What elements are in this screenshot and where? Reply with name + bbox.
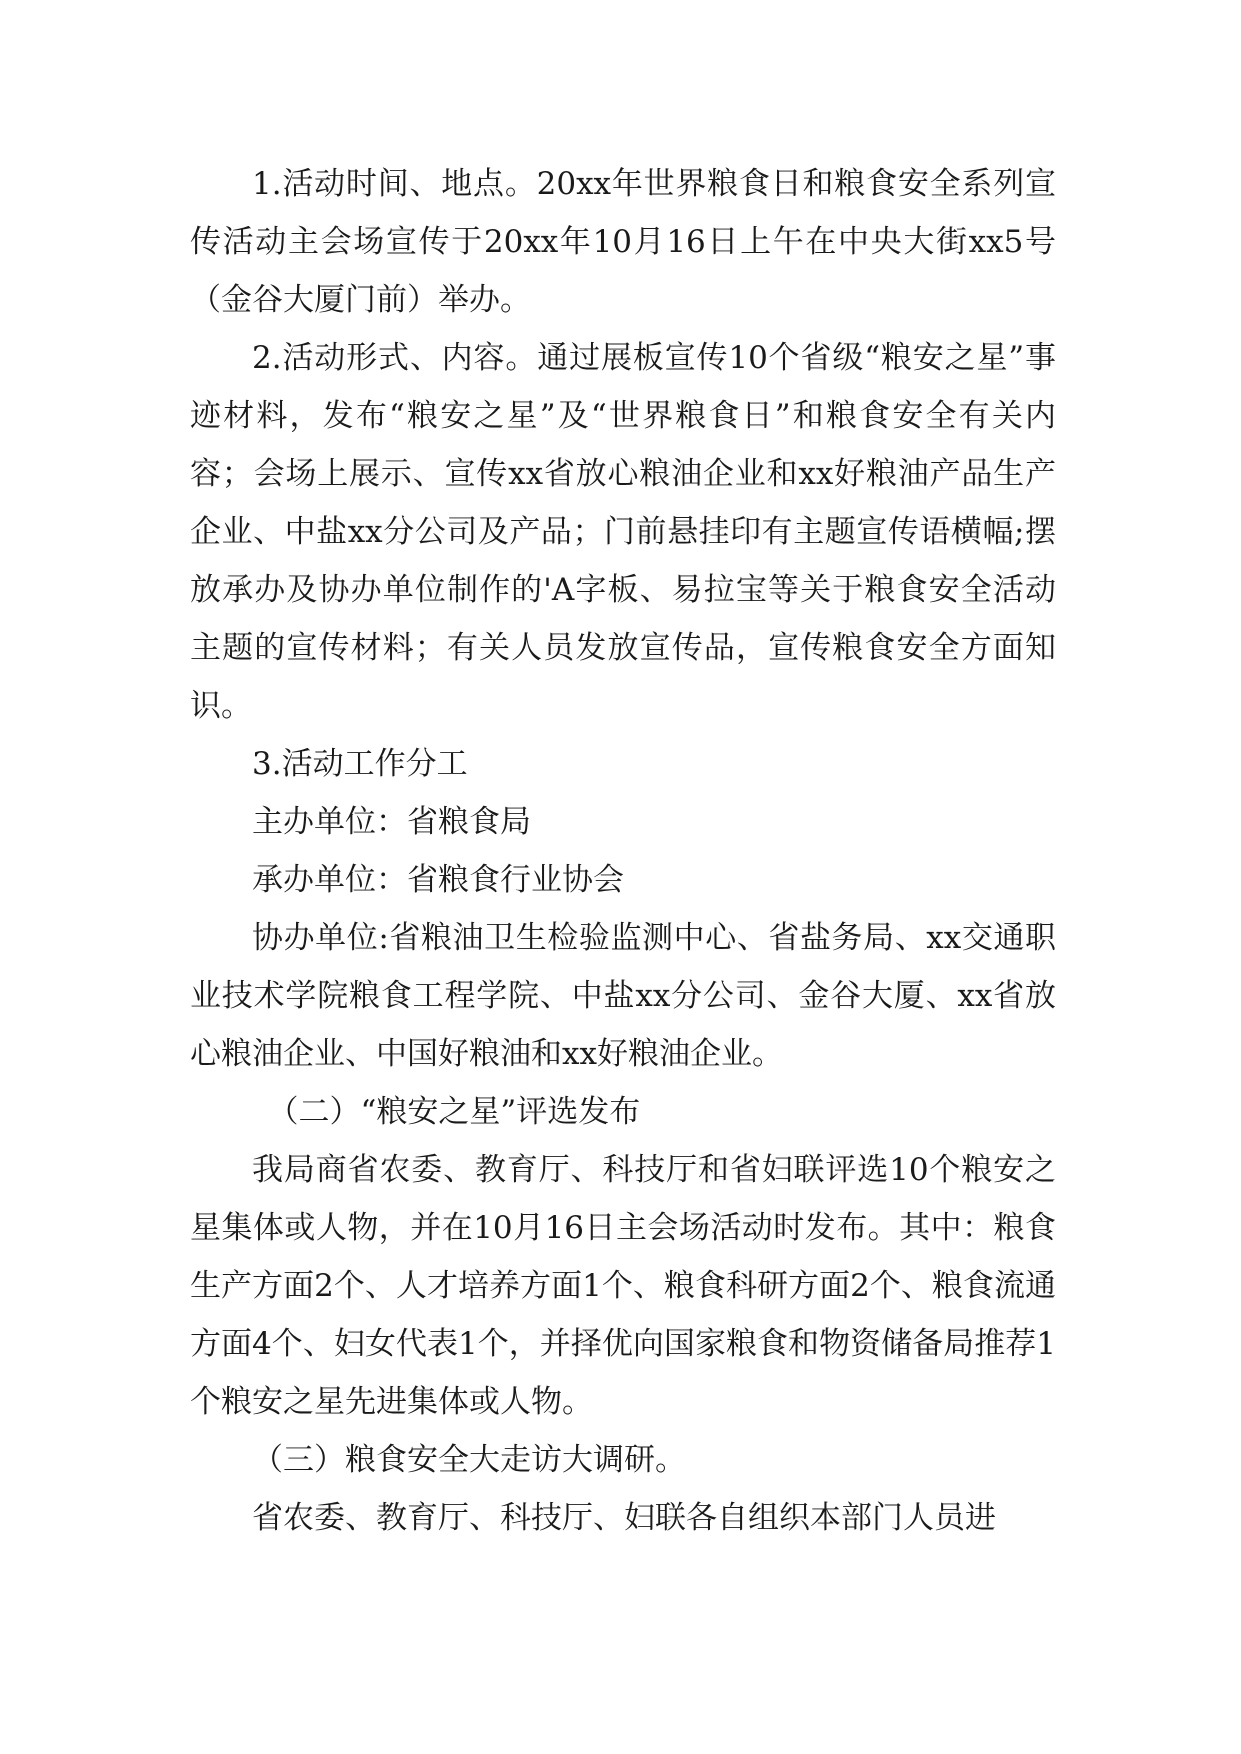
document-body bbox=[190, 155, 1056, 1547]
paragraph-survey: 省农委、教育厅、科技厅、妇联各自组织本部门人员进 bbox=[252, 1500, 996, 1536]
section-heading-star-selection: （二）“粮安之星”评选发布 bbox=[267, 1094, 641, 1130]
paragraph-organizer-unit: 承办单位：省粮食行业协会 bbox=[252, 862, 624, 898]
paragraph-host-unit: 主办单位：省粮食局 bbox=[252, 804, 531, 840]
paragraph-co-organizer-units: 协办单位:省粮油卫生检验监测中心、省盐务局、xx交通职业技术学院粮食工程学院、中盐xx分公司、金谷大厦、xx省放心粮油企业、中国好粮油和xx好粮油企业。 bbox=[190, 920, 1056, 1072]
paragraph-activity-time-place: 1.活动时间、地点。20xx年世界粮食日和粮食安全系列宣传活动主会场宣传于20xx年10月16日上午在中央大街xx5号（金谷大厦门前）举办。 bbox=[190, 166, 1056, 318]
section-heading-survey: （三）粮食安全大走访大调研。 bbox=[252, 1442, 686, 1478]
paragraph-activity-form-content: 2.活动形式、内容。通过展板宣传10个省级“粮安之星”事迹材料，发布“粮安之星”及“世界粮食日”和粮食安全有关内容；会场上展示、宣传xx省放心粮油企业和xx好粮油产品生产企业、中盐xx分公司及产品；门前悬挂印有主题宣传语横幅;摆放承办及协办单位制作的'A字板、易拉宝等关于粮食安全活动主题的宣传材料；有关人员发放宣传品，宣传粮食安全方面知识。 bbox=[190, 340, 1056, 724]
paragraph-division-of-work-heading: 3.活动工作分工 bbox=[252, 746, 468, 782]
paragraph-star-selection: 我局商省农委、教育厅、科技厅和省妇联评选10个粮安之星集体或人物，并在10月16日主会场活动时发布。其中：粮食生产方面2个、人才培养方面1个、粮食科研方面2个、粮食流通方面4个、妇女代表1个，并择优向国家粮食和物资储备局推荐1个粮安之星先进集体或人物。 bbox=[190, 1152, 1056, 1420]
